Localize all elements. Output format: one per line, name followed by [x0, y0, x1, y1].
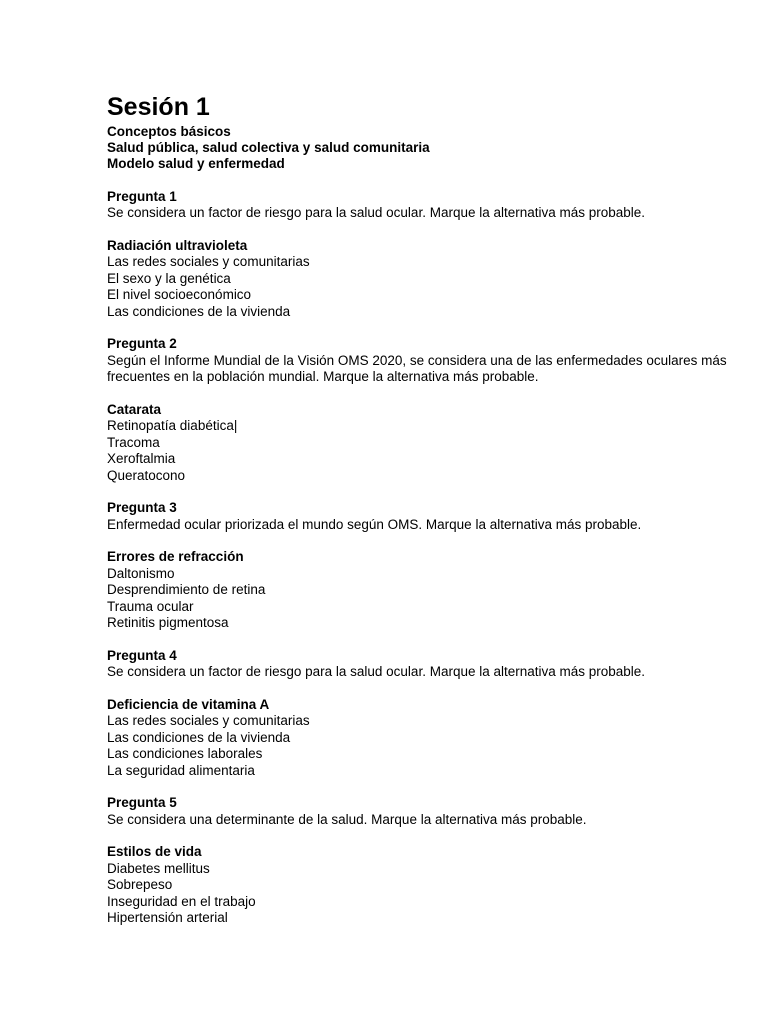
option-item: Tracoma — [107, 434, 160, 450]
answer-block-1 — [107, 238, 727, 321]
option-item: La seguridad alimentaria — [107, 762, 255, 778]
question-text: Se considera un factor de riesgo para la salud ocular. Marque la alternativa más probable. — [107, 205, 646, 221]
option-item: Sobrepeso — [107, 877, 173, 893]
question-label: Pregunta 5 — [107, 795, 177, 811]
option-item: Retinitis pigmentosa — [107, 615, 229, 631]
option-item: Trauma ocular — [107, 598, 194, 614]
option-item: Desprendimiento de retina — [107, 582, 266, 598]
option-item: Daltonismo — [107, 565, 175, 581]
option-item: Queratocono — [107, 467, 186, 483]
answer-block-5 — [107, 844, 727, 927]
option-item: Retinopatía diabética| — [107, 418, 238, 434]
question-block-2 — [107, 336, 727, 386]
correct-answer: Catarata — [107, 401, 162, 417]
correct-answer: Deficiencia de vitamina A — [107, 696, 270, 712]
question-label: Pregunta 2 — [107, 336, 177, 352]
option-item: Las condiciones laborales — [107, 746, 263, 762]
question-text: Se considera una determinante de la salud. Marque la alternativa más probable. — [107, 811, 587, 827]
option-item: El sexo y la genética — [107, 270, 231, 286]
question-label: Pregunta 4 — [107, 647, 177, 663]
option-item: Las condiciones de la vivienda — [107, 729, 291, 745]
answer-block-2 — [107, 402, 727, 485]
question-text: Enfermedad ocular priorizada el mundo según OMS. Marque la alternativa más probable. — [107, 516, 642, 532]
correct-answer: Radiación ultravioleta — [107, 237, 248, 253]
question-block-3 — [107, 500, 727, 533]
option-item: Inseguridad en el trabajo — [107, 893, 256, 909]
option-item: Hipertensión arterial — [107, 910, 228, 926]
option-item: El nivel socioeconómico — [107, 287, 252, 303]
question-block-1 — [107, 189, 727, 222]
option-item: Xeroftalmia — [107, 451, 176, 467]
answer-block-3 — [107, 549, 727, 632]
option-item: Las condiciones de la vivienda — [107, 303, 291, 319]
option-item: Diabetes mellitus — [107, 860, 210, 876]
correct-answer: Errores de refracción — [107, 549, 244, 565]
question-label: Pregunta 1 — [107, 188, 177, 204]
question-text: Se considera un factor de riesgo para la salud ocular. Marque la alternativa más probable. — [107, 664, 646, 680]
page-title: Sesión 1 — [107, 93, 210, 121]
option-item: Las redes sociales y comunitarias — [107, 254, 310, 270]
subtitle-salud-publica: Salud pública, salud colectiva y salud comunitaria — [107, 140, 430, 156]
correct-answer: Estilos de vida — [107, 844, 202, 860]
subtitle-modelo: Modelo salud y enfermedad — [107, 156, 285, 172]
question-text: Según el Informe Mundial de la Visión OMS 2020, se considera una de las enfermedades oculares más frecuentes en la población mundial. Marque la alternativa más probable. — [107, 352, 727, 385]
question-block-4 — [107, 648, 727, 681]
option-item: Las redes sociales y comunitarias — [107, 713, 310, 729]
document-page — [107, 92, 727, 927]
subtitle-conceptos: Conceptos básicos — [107, 124, 231, 139]
answer-block-4 — [107, 697, 727, 780]
question-label: Pregunta 3 — [107, 500, 177, 516]
question-block-5 — [107, 795, 727, 828]
